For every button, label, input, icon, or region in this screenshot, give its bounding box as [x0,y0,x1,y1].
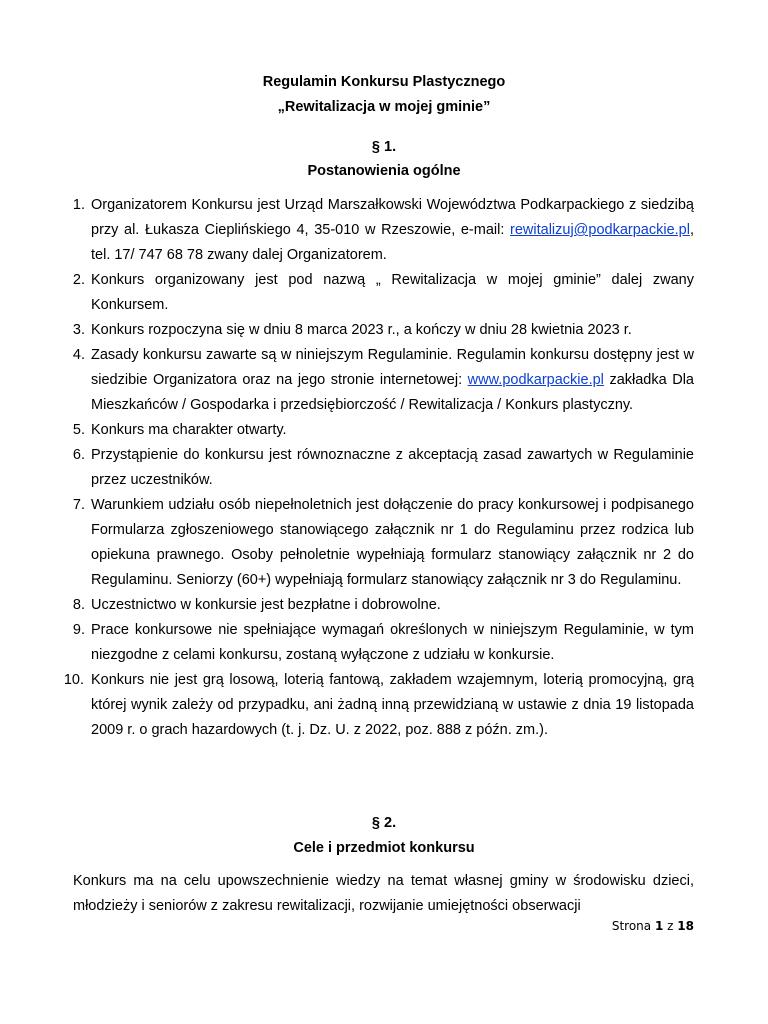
list-item-number: 8. [72,597,85,613]
list-item-text [91,443,694,493]
list-item-text [91,418,694,443]
list-item-number: 3. [72,322,85,338]
page-sep: z [667,919,674,933]
section-2-heading: Cele i przedmiot konkursu [293,840,475,856]
list-item-text-part: Organizatorem Konkursu jest Urząd Marszałkowski Województwa Podkarpackiego z siedzibą przy al. Łukasza Cieplińskiego 4, 35-010 w Rzeszowie, e-mail: [91,197,694,238]
list-item [0,318,768,343]
list-item-text [91,668,694,743]
list-item-text-part: , tel. 17/ 747 68 78 zwany dalej Organizatorem. [91,222,694,263]
list-item-text [91,618,694,668]
list-item [0,193,768,268]
list-item-text [91,493,694,593]
list-item [0,443,768,493]
list-item-text [91,193,694,268]
section-1-heading: Postanowienia ogólne [307,163,461,179]
list-item-number: 1. [72,197,85,213]
list-item-text-part: Zasady konkursu zawarte są w niniejszym Regulaminie. Regulamin konkursu dostępny jest w siedzibie Organizatora oraz na jego stronie internetowej: [91,347,694,388]
page-total: 18 [677,919,694,933]
list-item-text-part: Warunkiem udziału osób niepełnoletnich jest dołączenie do pracy konkursowej i podpisanego Formularza zgłoszeniowego stanowiącego załącznik nr 1 do Regulaminu przez rodzica lub opiekuna prawnego. Osoby pełnoletnie wypełniają formularz stanowiący załącznik nr 2 do Regulaminu. Seniorzy (60+) wypełniają formularz stanowiący załącznik nr 3 do Regulaminu. [91,497,694,588]
list-item [0,618,768,668]
page-prefix: Strona [611,919,652,933]
document-subtitle: „Rewitalizacja w mojej gminie” [277,99,491,115]
list-item-text-part: zakładka Dla Mieszkańców / Gospodarka i przedsiębiorczość / Rewitalizacja / Konkurs plastyczny. [91,372,694,413]
list-item-text [91,318,694,343]
list-item-text-part: Uczestnictwo w konkursie jest bezpłatne i dobrowolne. [91,597,441,613]
list-item [0,493,768,593]
list-item-text-part: Konkurs rozpoczyna się w dniu 8 marca 2023 r., a kończy w dniu 28 kwietnia 2023 r. [91,322,632,338]
list-item-text [91,343,694,418]
list-item-text-part: Prace konkursowe nie spełniające wymagań określonych w niniejszym Regulaminie, w tym niezgodne z celami konkursu, zostaną wyłączone z udziału w konkursie. [91,622,694,663]
list-item-number: 9. [72,622,85,638]
list-item-text [91,593,694,618]
list-item-link[interactable]: rewitalizuj@podkarpackie.pl [510,222,690,238]
list-item-number: 6. [72,447,85,463]
list-item [0,268,768,318]
list-item-text-part: Przystąpienie do konkursu jest równoznaczne z akceptacją zasad zawartych w Regulaminie przez uczestników. [91,447,694,488]
list-item-text-part: Konkurs nie jest grą losową, loterią fantową, zakładem wzajemnym, loterią promocyjną, grą której wynik zależy od przypadku, ani żadną inną przewidzianą w ustawie z dnia 19 listopada 2009 r. o grach hazardowych (t. j. Dz. U. z 2022, poz. 888 z późn. zm.). [91,672,694,738]
section-1-number: § 1. [371,139,397,155]
list-item-text-part: Konkurs ma charakter otwarty. [91,422,287,438]
document-title: Regulamin Konkursu Plastycznego [262,74,506,90]
list-item-text-part: Konkurs organizowany jest pod nazwą „ Rewitalizacja w mojej gminie” dalej zwany Konkursem. [91,272,694,313]
list-item-number: 5. [72,422,85,438]
list-item [0,593,768,618]
page-number [560,919,694,933]
list-item-text [91,268,694,318]
list-item-link[interactable]: www.podkarpackie.pl [467,372,604,388]
section-1-list [0,193,768,743]
section-2-number: § 2. [371,815,397,831]
list-item-number: 7. [72,497,85,513]
list-item-number: 4. [72,347,85,363]
page-current: 1 [654,919,664,933]
list-item [0,418,768,443]
list-item-number: 2. [72,272,85,288]
list-item [0,668,768,743]
list-item-number: 10. [63,672,84,688]
section-2-paragraph: Konkurs ma na celu upowszechnienie wiedzy na temat własnej gminy w środowisku dzieci, młodzieży i seniorów z zakresu rewitalizacji, rozwijanie umiejętności obserwacji [73,873,694,914]
list-item [0,343,768,418]
